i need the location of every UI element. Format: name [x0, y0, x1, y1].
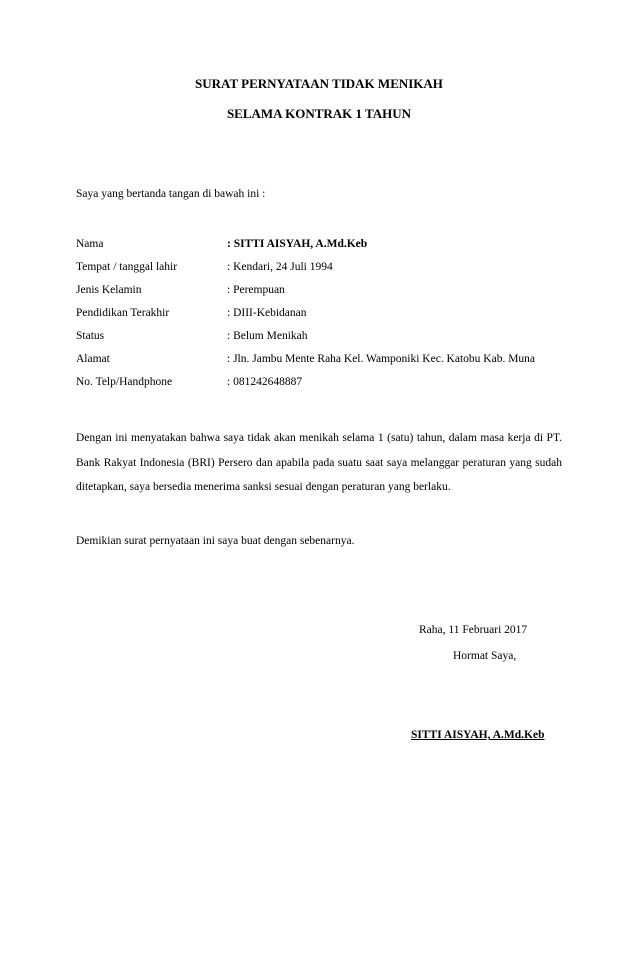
- field-value: : Kendari, 24 Juli 1994: [227, 260, 333, 273]
- signer-name: SITTI AISYAH, A.Md.Keb: [411, 729, 545, 741]
- field-label: Nama: [76, 237, 104, 250]
- personal-details: [76, 232, 576, 393]
- field-value: : Jln. Jambu Mente Raha Kel. Wamponiki Kec. Katobu Kab. Muna: [227, 352, 536, 365]
- document-title: SURAT PERNYATAAN TIDAK MENIKAH: [195, 76, 443, 91]
- field-value: : Belum Menikah: [227, 329, 308, 342]
- field-value: : DIII-Kebidanan: [227, 306, 307, 319]
- field-label: Status: [76, 329, 105, 342]
- field-row-name: [76, 232, 576, 255]
- field-label: Pendidikan Terakhir: [76, 306, 170, 319]
- field-label: Alamat: [76, 352, 110, 365]
- field-row-phone: [76, 370, 576, 393]
- field-label: Tempat / tanggal lahir: [76, 260, 178, 273]
- document-subtitle: SELAMA KONTRAK 1 TAHUN: [226, 106, 412, 121]
- field-label: Jenis Kelamin: [76, 283, 142, 296]
- field-label: No. Telp/Handphone: [76, 375, 173, 388]
- field-value: : SITTI AISYAH, A.Md.Keb: [227, 237, 368, 250]
- field-row-address: [76, 347, 576, 370]
- field-value: : 081242648887: [227, 375, 303, 388]
- place-date: Raha, 11 Februari 2017: [419, 624, 528, 636]
- regards: Hormat Saya,: [453, 650, 517, 662]
- field-row-status: [76, 324, 576, 347]
- closing-sentence: Demikian surat pernyataan ini saya buat dengan sebenarnya.: [76, 535, 355, 547]
- field-row-gender: [76, 278, 576, 301]
- field-value: : Perempuan: [227, 283, 285, 296]
- field-row-birth: [76, 255, 576, 278]
- statement-paragraph: Dengan ini menyatakan bahwa saya tidak akan menikah selama 1 (satu) tahun, dalam masa kerja di PT. Bank Rakyat Indonesia (BRI) Persero dan apabila pada suatu saat saya melanggar peraturan yang sudah ditetapkan, saya bersedia menerima sanksi sesuai dengan peraturan yang berlaku.: [76, 432, 562, 493]
- opening-sentence: Saya yang bertanda tangan di bawah ini :: [76, 188, 266, 200]
- field-row-education: [76, 301, 576, 324]
